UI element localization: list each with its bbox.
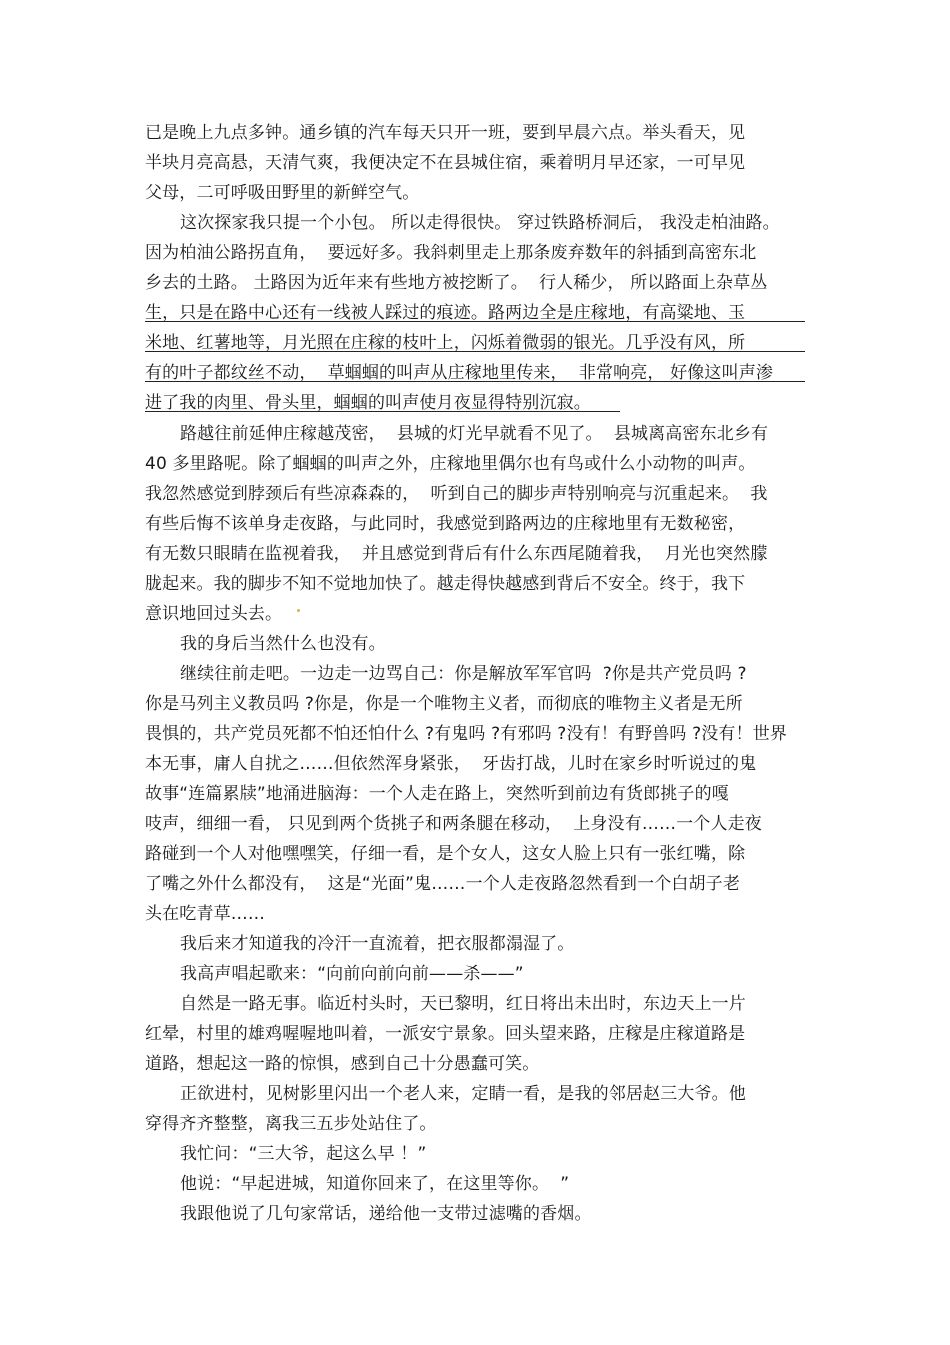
text-line: 正欲进村，见树影里闪出一个老人来，定睛一看，是我的邻居赵三大爷。他	[180, 1084, 746, 1104]
text-line: 我忙问：“三大爷，起这么早 ！”	[180, 1144, 427, 1164]
underline-rule	[145, 411, 620, 412]
text-line: 胧起来。我的脚步不知不觉地加快了。越走得快越感到背后不安全。终于，我下	[145, 574, 746, 594]
text-line: 红晕，村里的雄鸡喔喔地叫着，一派安宁景象。回头望来路，庄稼是庄稼道路是	[145, 1024, 746, 1044]
text-line: 已是晚上九点多钟。通乡镇的汽车每天只开一班，要到早晨六点。举头看天，见	[145, 123, 746, 143]
text-line: 我高声唱起歌来：“向前向前向前——杀——”	[180, 964, 524, 984]
text-line: 有无数只眼睛在监视着我， 并且感觉到背后有什么东西尾随着我， 月光也突然朦	[145, 544, 768, 564]
text-line: 40 多里路呢。除了蝈蝈的叫声之外，庄稼地里偶尔也有鸟或什么小动物的叫声。	[145, 454, 756, 474]
text-line: 意识地回过头去。	[145, 604, 283, 624]
text-line: 米地、红薯地等，月光照在庄稼的枝叶上，闪烁着微弱的银光。几乎没有风，所	[145, 333, 746, 353]
text-line: 畏惧的，共产党员死都不怕还怕什么 ?有鬼吗 ?有邪吗 ?没有！有野兽吗 ?没有！世界	[145, 724, 788, 744]
text-line: 乡去的土路。 土路因为近年来有些地方被挖断了。 行人稀少， 所以路面上杂草丛	[145, 273, 768, 293]
text-line: 有些后悔不该单身走夜路，与此同时，我感觉到路两边的庄稼地里有无数秘密，	[145, 514, 746, 534]
text-line: 自然是一路无事。临近村头时，天已黎明，红日将出未出时，东边天上一片	[180, 994, 746, 1014]
text-line: 路越往前延伸庄稼越茂密， 县城的灯光早就看不见了。 县城离高密东北乡有	[180, 424, 769, 444]
text-line: 了嘴之外什么都没有， 这是“光面”鬼……一个人走夜路忽然看到一个白胡子老	[145, 874, 740, 894]
text-line: 本无事，庸人自扰之……但依然浑身紧张， 牙齿打战，儿时在家乡时听说过的鬼	[145, 754, 757, 774]
text-line: 路碰到一个人对他嘿嘿笑，仔细一看，是个女人，这女人脸上只有一张红嘴，除	[145, 844, 746, 864]
text-line: 因为柏油公路拐直角， 要远好多。我斜刺里走上那条废弃数年的斜插到高密东北	[145, 243, 757, 263]
text-line: 进了我的肉里、骨头里，蝈蝈的叫声使月夜显得特别沉寂。	[145, 393, 591, 413]
text-line: 有的叶子都纹丝不动， 草蝈蝈的叫声从庄稼地里传来， 非常响亮， 好像这叫声渗	[145, 363, 774, 383]
text-line: 我后来才知道我的冷汗一直流着，把衣服都溻湿了。	[180, 934, 575, 954]
text-line: 穿得齐齐整整，离我三五步处站住了。	[145, 1114, 437, 1134]
text-line: 我的身后当然什么也没有。	[180, 634, 386, 654]
underline-rule	[145, 351, 805, 352]
text-line: 这次探家我只提一个小包。 所以走得很快。 穿过铁路桥洞后， 我没走柏油路。	[180, 213, 780, 233]
text-line: 道路，想起这一路的惊惧，感到自己十分愚蠢可笑。	[145, 1054, 540, 1074]
text-line: 我跟他说了几句家常话，递给他一支带过滤嘴的香烟。	[180, 1204, 592, 1224]
text-line: 半块月亮高悬，天清气爽，我便决定不在县城住宿，乘着明月早还家，一可早见	[145, 153, 746, 173]
text-line: 他说：“早起进城，知道你回来了，在这里等你。 ”	[180, 1174, 570, 1194]
text-line: 父母，二可呼吸田野里的新鲜空气。	[145, 183, 420, 203]
text-line: 你是马列主义教员吗 ?你是，你是一个唯物主义者，而彻底的唯物主义者是无所	[145, 694, 743, 714]
text-line: 我忽然感觉到脖颈后有些凉森森的， 听到自己的脚步声特别响亮与沉重起来。 我	[145, 484, 768, 504]
text-line: 继续往前走吧。一边走一边骂自己：你是解放军军官吗 ?你是共产党员吗 ?	[180, 664, 747, 684]
text-line: 生，只是在路中心还有一线被人踩过的痕迹。路两边全是庄稼地，有高粱地、玉	[145, 303, 746, 323]
underline-rule	[145, 321, 805, 322]
text-line: 头在吃青草……	[145, 904, 266, 924]
text-line: 吱声，细细一看， 只见到两个货挑子和两条腿在移动， 上身没有……一个人走夜	[145, 814, 762, 834]
underline-rule	[145, 381, 805, 382]
text-line: 故事“连篇累牍”地涌进脑海：一个人走在路上，突然听到前边有货郎挑子的嘎	[145, 784, 729, 804]
stray-mark	[297, 609, 300, 612]
